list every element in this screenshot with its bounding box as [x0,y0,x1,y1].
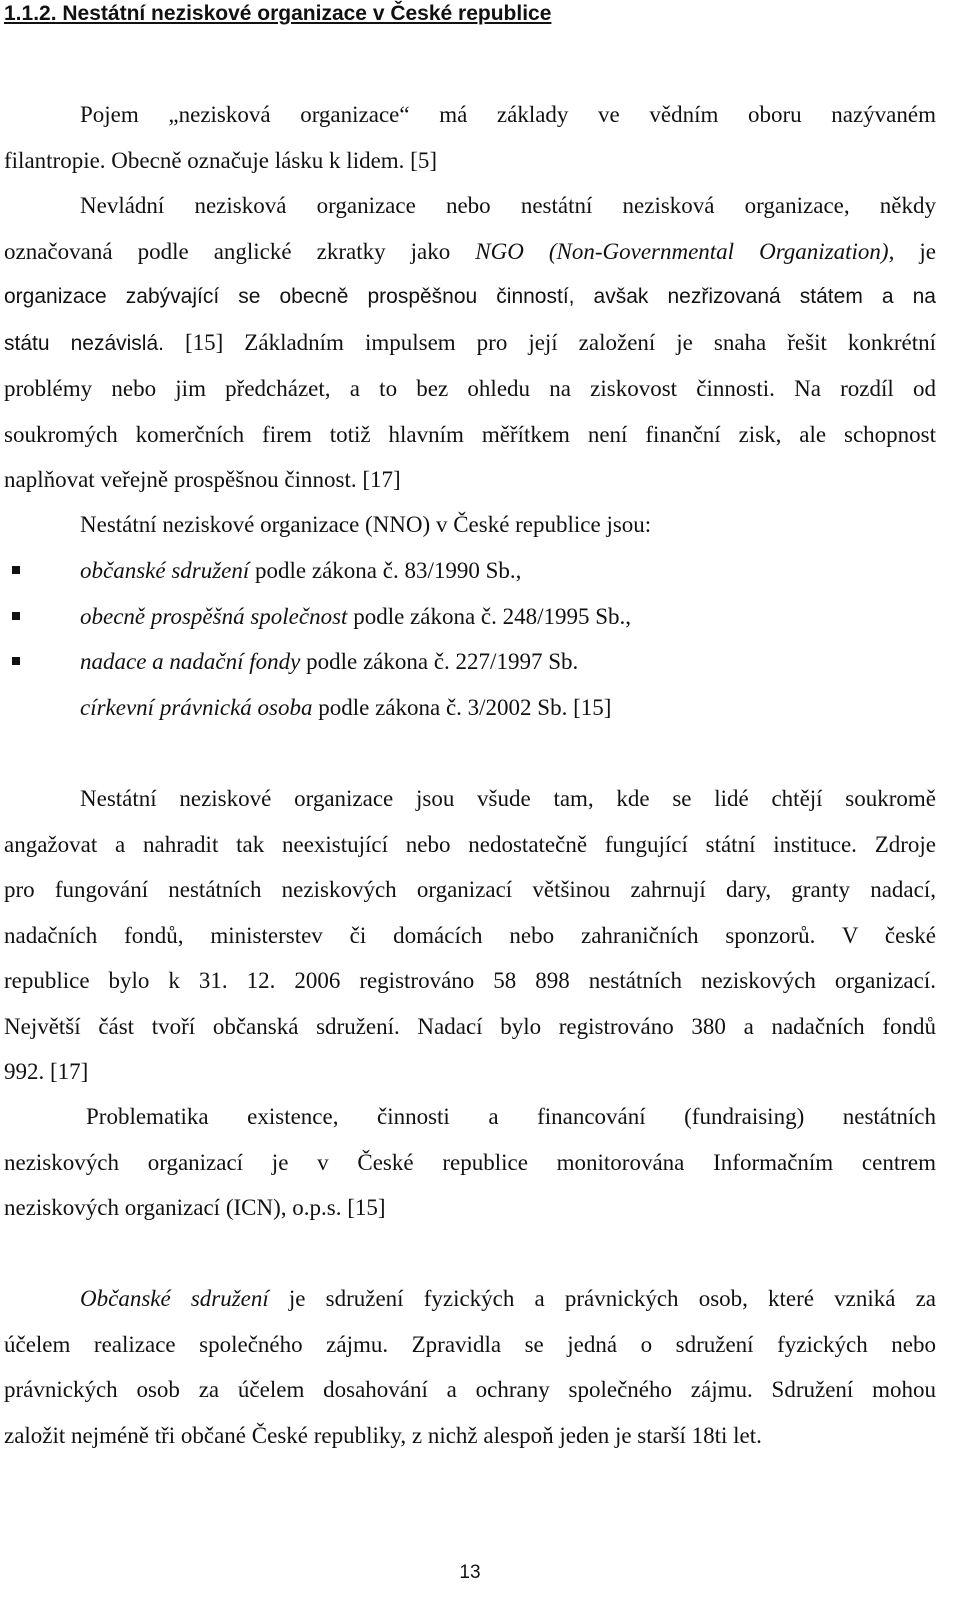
text-line: Problematika existence, činnosti a financování (fundraising) nestátních [86,1104,936,1129]
paragraph-philanthropy [4,92,936,183]
text-segment: [15] Základním impulsem pro její založení je snaha řešit konkrétní [164,329,936,355]
list-item-law: podle zákona č. 248/1995 Sb., [347,603,632,629]
civic-association-term: Občanské sdružení [80,1286,269,1311]
text-line: Nestátní neziskové organizace (NNO) v České republice jsou: [80,512,652,537]
list-item-term: církevní právnická osoba [80,694,313,720]
list-item-law: podle zákona č. 227/1997 Sb. [300,649,579,674]
list-item-term: občanské sdružení [80,558,250,583]
text-line: Největší část tvoří občanská sdružení. Nadací bylo registrováno 380 a nadačních fondů [4,1013,936,1039]
text-line: právnických osob za účelem dosahování a ochrany společného zájmu. Sdružení mohou [4,1377,936,1402]
paragraph-ngo-definition [4,183,936,503]
text-segment: je sdružení fyzických a právnických osob, které vzniká za [268,1286,936,1311]
text-line: soukromých komerčních firem totiž hlavním měřítkem není finanční zisk, ale schopnost [4,421,936,447]
text-line: nadačních fondů, ministerstev či domácích nebo zahraničních sponzorů. V české [4,922,936,948]
text-line [4,1276,936,1322]
section-heading: 1.1.2. Nestátní neziskové organizace v České republice [4,2,552,25]
text-line: filantropie. Obecně označuje lásku k lidem. [5] [4,147,438,173]
text-line: Nevládní nezisková organizace nebo nestátní nezisková organizace, někdy [80,193,936,218]
text-segment: je [894,238,936,264]
list-item [4,548,936,594]
text-line: organizace zabývající se obecně prospěšnou činností, avšak nezřizovaná státem a na [4,285,936,308]
text-line: naplňovat veřejně prospěšnou činnost. [17] [4,467,401,492]
list-item-law: podle zákona č. 3/2002 Sb. [15] [312,694,612,720]
text-line: pro fungování nestátních neziskových organizací většinou zahrnují dary, granty nadací, [4,877,936,902]
text-segment: státu nezávislá. [4,331,164,355]
page-number: 13 [459,1562,481,1583]
nno-types-list [4,548,936,730]
text-line: Pojem „nezisková organizace“ má základy ve vědním oboru nazývaném [80,102,936,127]
list-item [4,639,936,685]
text-line: založit nejméně tři občané České republiky, z nichž alespoň jeden je starší 18ti let. [4,1422,762,1448]
list-item [4,685,936,731]
text-line: republice bylo k 31. 12. 2006 registrováno 58 898 nestátních neziskových organizací. [4,968,936,993]
list-item-term: obecně prospěšná společnost [80,603,348,629]
square-bullet-icon [12,612,20,620]
text-line: angažovat a nahradit tak neexistující nebo nedostatečně fungující státní instituce. Zdroje [4,831,936,857]
paragraph-civic-association [4,1276,936,1458]
square-bullet-icon [12,566,20,574]
paragraph-icn [4,1094,936,1231]
text-line: neziskových organizací je v České republice monitorována Informačním centrem [4,1149,936,1175]
list-item-term: nadace a nadační fondy [80,649,301,674]
square-bullet-icon [12,657,20,665]
text-line [4,320,936,367]
text-line: problémy nebo jim předcházet, a to bez ohledu na ziskovost činnosti. Na rozdíl od [4,376,936,401]
list-item-law: podle zákona č. 83/1990 Sb., [249,558,522,583]
text-line: neziskových organizací (ICN), o.p.s. [15] [4,1195,386,1220]
list-item [4,594,936,640]
text-segment: označovaná podle anglické zkratky jako [4,238,476,264]
text-line: Nestátní neziskové organizace jsou všude tam, kde se lidé chtějí soukromě [80,786,936,811]
paragraph-nno-funding [4,776,936,1095]
list-intro [4,502,936,548]
text-line: 992. [17] [4,1059,89,1084]
text-line [4,229,936,275]
ngo-term: NGO (Non-Governmental Organization), [475,238,895,264]
text-line: účelem realizace společného zájmu. Zpravidla se jedná o sdružení fyzických nebo [4,1331,936,1357]
